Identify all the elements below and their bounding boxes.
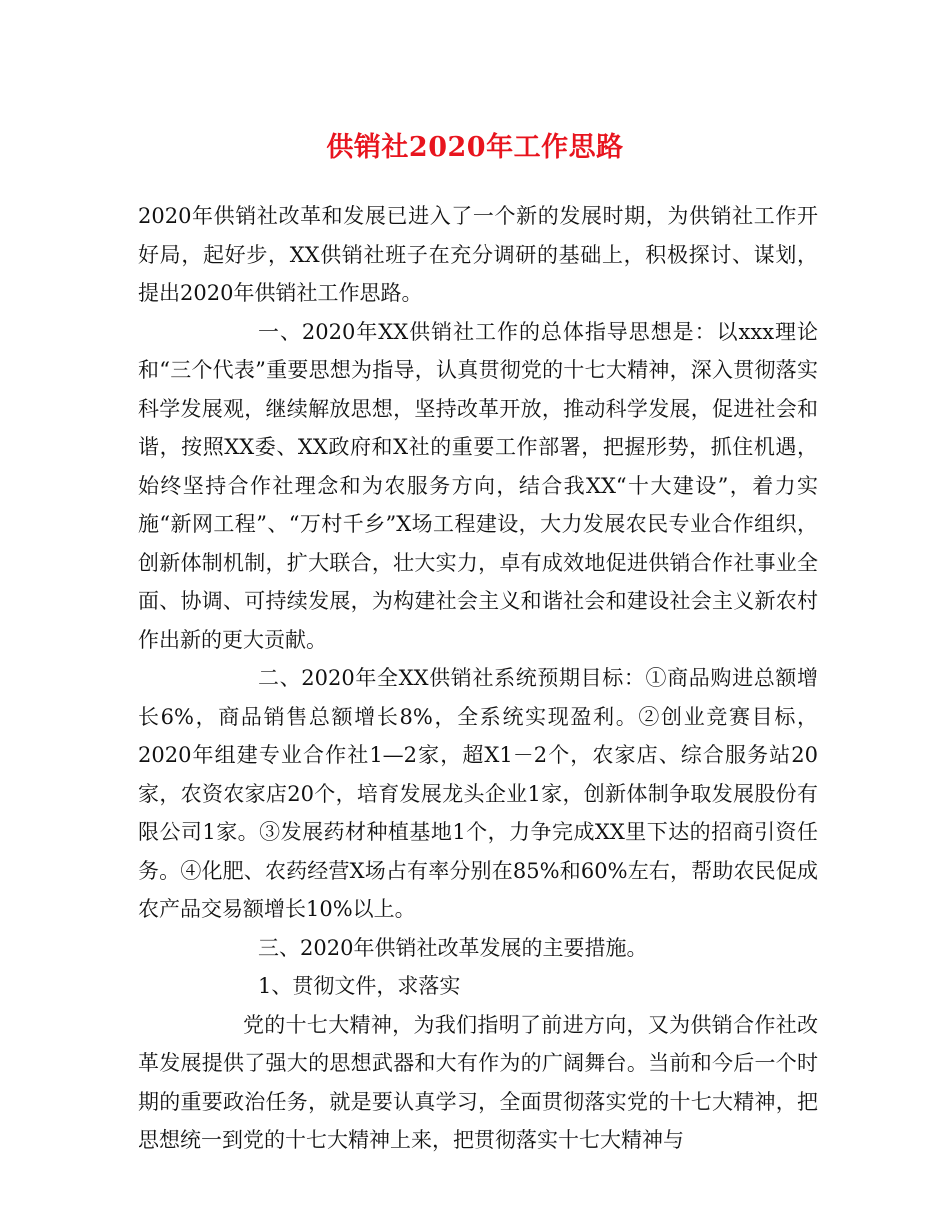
section-heading-measures: 三、2020年供销社改革发展的主要措施。: [258, 935, 648, 960]
paragraph-implement: 党的十七大精神，为我们指明了前进方向，又为供销合作社改革发展提供了强大的思想武器和大有作为的广阔舞台。当前和今后一个时期的重要政治任务，就是要认真学习，全面贯彻落实党的十七大精神，把思想统一到党的十七大精神上来，把贯彻落实十七大精神与: [138, 1012, 818, 1152]
paragraph-targets: 二、2020年全XX供销社系统预期目标：①商品购进总额增长6%，商品销售总额增长8%，全系统实现盈利。②创业竞赛目标，2020年组建专业合作社1—2家，超X1－2个，农家店、综合服务站20家，农资农家店20个，培育发展龙头企业1家，创新体制争取发展股份有限公司1家。③发展药材种植基地1个，力争完成XX里下达的招商引资任务。④化肥、农药经营X场占有率分别在85%和60%左右，帮助农民促成农产品交易额增长10%以上。: [138, 666, 818, 921]
document-title: 供销社2020年工作思路: [326, 132, 624, 163]
paragraph-intro: 2020年供销社改革和发展已进入了一个新的发展时期，为供销社工作开好局，起好步，XX供销社班子在充分调研的基础上，积极探讨、谋划，提出2020年供销社工作思路。: [138, 204, 818, 305]
paragraph-guiding-thought: 一、2020年XX供销社工作的总体指导思想是：以xxx理论和“三个代表”重要思想为指导，认真贯彻党的十七大精神，深入贯彻落实科学发展观，继续解放思想，坚持改革开放，推动科学发展，促进社会和谐，按照XX委、XX政府和X社的重要工作部署，把握形势，抓住机遇，始终坚持合作社理念和为农服务方向，结合我XX“十大建设”，着力实施“新网工程”、“万村千乡”X场工程建设，大力发展农民专业合作组织，创新体制机制，扩大联合，壮大实力，卓有成效地促进供销合作社事业全面、协调、可持续发展，为构建社会主义和谐社会和建设社会主义新农村作出新的更大贡献。: [138, 319, 818, 652]
document-body: [138, 197, 818, 1160]
subsection-heading-implement: 1、贯彻文件，求落实: [258, 974, 461, 998]
